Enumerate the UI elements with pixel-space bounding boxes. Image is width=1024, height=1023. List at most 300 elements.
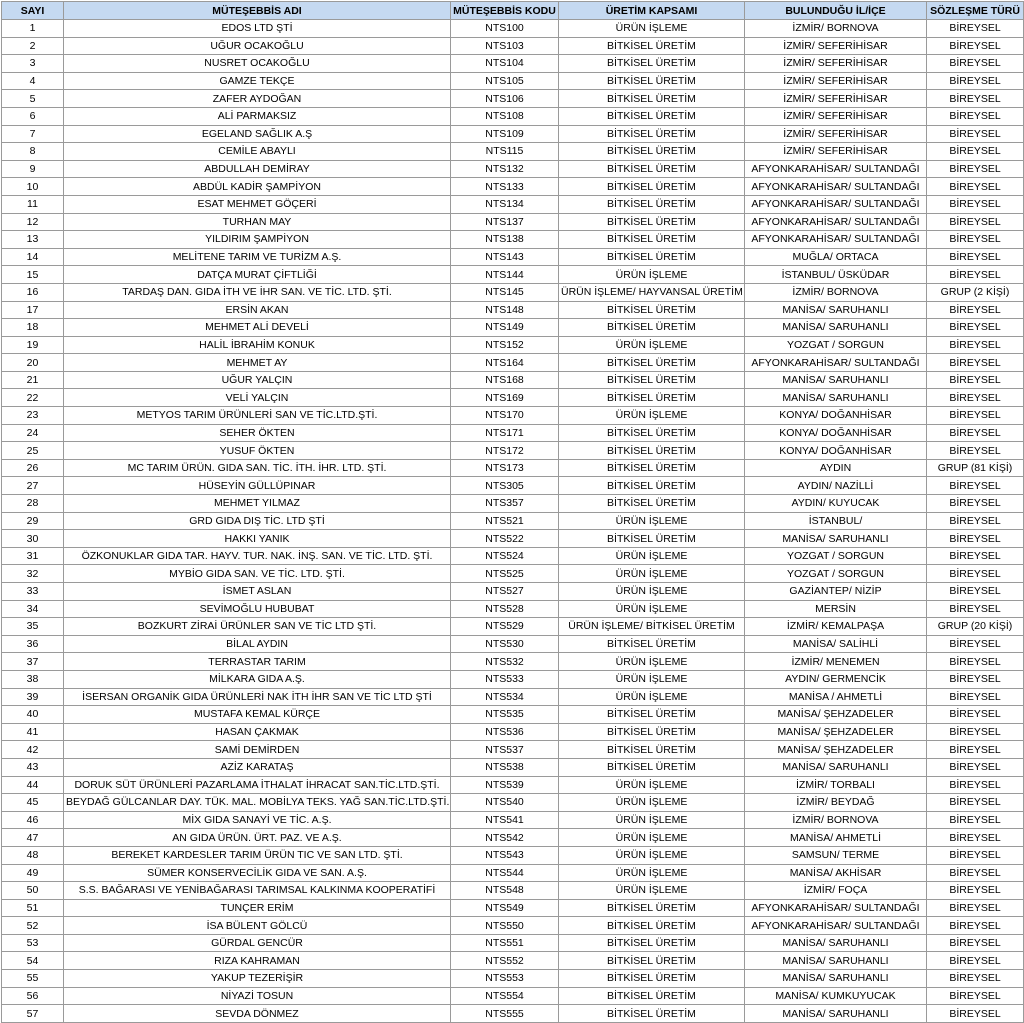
cell-contract: BİREYSEL	[927, 407, 1024, 425]
cell-sayi: 31	[2, 547, 64, 565]
table-row	[2, 635, 1024, 653]
cell-name: YAKUP TEZERİŞİR	[64, 970, 451, 988]
cell-contract: BİREYSEL	[927, 934, 1024, 952]
cell-code: NTS132	[451, 160, 559, 178]
cell-location: MANİSA/ SARUHANLI	[745, 371, 927, 389]
cell-code: NTS170	[451, 407, 559, 425]
cell-scope: BİTKİSEL ÜRETİM	[559, 706, 745, 724]
cell-sayi: 56	[2, 987, 64, 1005]
cell-location: AYDIN/ GERMENCİK	[745, 670, 927, 688]
cell-location: MANİSA/ ŞEHZADELER	[745, 706, 927, 724]
cell-sayi: 53	[2, 934, 64, 952]
table-row	[2, 72, 1024, 90]
cell-sayi: 51	[2, 899, 64, 917]
cell-name: UĞUR OCAKOĞLU	[64, 37, 451, 55]
cell-name: MİX GIDA SANAYİ VE TİC. A.Ş.	[64, 811, 451, 829]
cell-contract: BİREYSEL	[927, 723, 1024, 741]
cell-code: NTS541	[451, 811, 559, 829]
cell-location: KONYA/ DOĞANHİSAR	[745, 424, 927, 442]
table-row	[2, 37, 1024, 55]
table-row	[2, 477, 1024, 495]
cell-sayi: 11	[2, 195, 64, 213]
cell-code: NTS553	[451, 970, 559, 988]
table-row	[2, 354, 1024, 372]
cell-location: KONYA/ DOĞANHİSAR	[745, 442, 927, 460]
table-row	[2, 811, 1024, 829]
header-location: BULUNDUĞU İL/İÇE	[745, 2, 927, 20]
cell-code: NTS530	[451, 635, 559, 653]
cell-scope: ÜRÜN İŞLEME	[559, 583, 745, 601]
table-row	[2, 846, 1024, 864]
cell-location: İZMİR/ BORNOVA	[745, 283, 927, 301]
cell-code: NTS544	[451, 864, 559, 882]
cell-contract: BİREYSEL	[927, 970, 1024, 988]
cell-scope: BİTKİSEL ÜRETİM	[559, 987, 745, 1005]
cell-contract: BİREYSEL	[927, 266, 1024, 284]
cell-name: İSMET ASLAN	[64, 583, 451, 601]
cell-name: MEHMET YILMAZ	[64, 495, 451, 513]
cell-scope: BİTKİSEL ÜRETİM	[559, 160, 745, 178]
cell-name: SEVİMOĞLU HUBUBAT	[64, 600, 451, 618]
cell-location: AFYONKARAHİSAR/ SULTANDAĞI	[745, 354, 927, 372]
cell-sayi: 15	[2, 266, 64, 284]
cell-location: GAZİANTEP/ NİZİP	[745, 583, 927, 601]
cell-sayi: 37	[2, 653, 64, 671]
cell-contract: BİREYSEL	[927, 864, 1024, 882]
table-body	[2, 20, 1024, 1023]
cell-sayi: 47	[2, 829, 64, 847]
cell-scope: BİTKİSEL ÜRETİM	[559, 213, 745, 231]
cell-code: NTS550	[451, 917, 559, 935]
cell-name: ERSİN AKAN	[64, 301, 451, 319]
cell-name: DATÇA MURAT ÇİFTLİĞİ	[64, 266, 451, 284]
cell-sayi: 8	[2, 143, 64, 161]
cell-sayi: 5	[2, 90, 64, 108]
table-row	[2, 952, 1024, 970]
table-row	[2, 442, 1024, 460]
table-row	[2, 970, 1024, 988]
cell-contract: BİREYSEL	[927, 829, 1024, 847]
cell-contract: BİREYSEL	[927, 952, 1024, 970]
cell-contract: BİREYSEL	[927, 583, 1024, 601]
cell-contract: BİREYSEL	[927, 882, 1024, 900]
cell-name: BOZKURT ZİRAİ ÜRÜNLER SAN VE TİC LTD ŞTİ.	[64, 618, 451, 636]
cell-location: AFYONKARAHİSAR/ SULTANDAĞI	[745, 195, 927, 213]
cell-name: MUSTAFA KEMAL KÜRÇE	[64, 706, 451, 724]
cell-name: ESAT MEHMET GÖÇERİ	[64, 195, 451, 213]
cell-scope: ÜRÜN İŞLEME	[559, 407, 745, 425]
cell-code: NTS305	[451, 477, 559, 495]
table-row	[2, 336, 1024, 354]
cell-sayi: 48	[2, 846, 64, 864]
cell-scope: BİTKİSEL ÜRETİM	[559, 37, 745, 55]
cell-scope: BİTKİSEL ÜRETİM	[559, 389, 745, 407]
cell-scope: ÜRÜN İŞLEME	[559, 776, 745, 794]
cell-location: AFYONKARAHİSAR/ SULTANDAĞI	[745, 231, 927, 249]
cell-code: NTS525	[451, 565, 559, 583]
cell-name: ABDÜL KADİR ŞAMPİYON	[64, 178, 451, 196]
table-row	[2, 319, 1024, 337]
cell-sayi: 35	[2, 618, 64, 636]
table-row	[2, 125, 1024, 143]
cell-sayi: 38	[2, 670, 64, 688]
table-row	[2, 670, 1024, 688]
cell-name: VELİ YALÇIN	[64, 389, 451, 407]
cell-contract: BİREYSEL	[927, 20, 1024, 38]
table-row	[2, 741, 1024, 759]
cell-scope: ÜRÜN İŞLEME	[559, 512, 745, 530]
table-row	[2, 195, 1024, 213]
table-row	[2, 178, 1024, 196]
cell-scope: BİTKİSEL ÜRETİM	[559, 459, 745, 477]
cell-sayi: 19	[2, 336, 64, 354]
cell-code: NTS551	[451, 934, 559, 952]
cell-contract: BİREYSEL	[927, 195, 1024, 213]
cell-sayi: 17	[2, 301, 64, 319]
cell-contract: BİREYSEL	[927, 354, 1024, 372]
cell-code: NTS144	[451, 266, 559, 284]
cell-code: NTS542	[451, 829, 559, 847]
cell-code: NTS109	[451, 125, 559, 143]
cell-code: NTS143	[451, 248, 559, 266]
cell-contract: BİREYSEL	[927, 389, 1024, 407]
cell-code: NTS527	[451, 583, 559, 601]
cell-sayi: 6	[2, 107, 64, 125]
table-row	[2, 143, 1024, 161]
table-row	[2, 160, 1024, 178]
cell-code: NTS538	[451, 758, 559, 776]
cell-contract: BİREYSEL	[927, 371, 1024, 389]
cell-name: YUSUF ÖKTEN	[64, 442, 451, 460]
cell-sayi: 30	[2, 530, 64, 548]
cell-scope: BİTKİSEL ÜRETİM	[559, 741, 745, 759]
cell-code: NTS537	[451, 741, 559, 759]
table-row	[2, 794, 1024, 812]
cell-code: NTS521	[451, 512, 559, 530]
cell-contract: BİREYSEL	[927, 987, 1024, 1005]
cell-name: DORUK SÜT ÜRÜNLERİ PAZARLAMA İTHALAT İHRACAT SAN.TİC.LTD.ŞTİ.	[64, 776, 451, 794]
cell-name: UĞUR YALÇIN	[64, 371, 451, 389]
cell-scope: BİTKİSEL ÜRETİM	[559, 72, 745, 90]
cell-scope: BİTKİSEL ÜRETİM	[559, 107, 745, 125]
cell-scope: BİTKİSEL ÜRETİM	[559, 952, 745, 970]
cell-location: İZMİR/ KEMALPAŞA	[745, 618, 927, 636]
cell-scope: ÜRÜN İŞLEME	[559, 266, 745, 284]
cell-name: HÜSEYİN GÜLLÜPINAR	[64, 477, 451, 495]
cell-code: NTS522	[451, 530, 559, 548]
cell-scope: BİTKİSEL ÜRETİM	[559, 442, 745, 460]
cell-contract: BİREYSEL	[927, 530, 1024, 548]
cell-scope: ÜRÜN İŞLEME	[559, 336, 745, 354]
cell-contract: BİREYSEL	[927, 706, 1024, 724]
cell-location: YOZGAT / SORGUN	[745, 547, 927, 565]
table-row	[2, 90, 1024, 108]
cell-sayi: 3	[2, 55, 64, 73]
cell-contract: BİREYSEL	[927, 248, 1024, 266]
cell-code: NTS115	[451, 143, 559, 161]
cell-sayi: 29	[2, 512, 64, 530]
cell-code: NTS540	[451, 794, 559, 812]
cell-name: NUSRET OCAKOĞLU	[64, 55, 451, 73]
cell-location: AFYONKARAHİSAR/ SULTANDAĞI	[745, 178, 927, 196]
cell-contract: BİREYSEL	[927, 776, 1024, 794]
cell-name: SEHER ÖKTEN	[64, 424, 451, 442]
cell-sayi: 28	[2, 495, 64, 513]
cell-name: GAMZE TEKÇE	[64, 72, 451, 90]
cell-scope: BİTKİSEL ÜRETİM	[559, 635, 745, 653]
cell-code: NTS106	[451, 90, 559, 108]
cell-scope: ÜRÜN İŞLEME	[559, 670, 745, 688]
cell-contract: GRUP (20 KİŞİ)	[927, 618, 1024, 636]
cell-location: MANİSA/ SARUHANLI	[745, 1005, 927, 1023]
cell-contract: BİREYSEL	[927, 670, 1024, 688]
cell-location: İZMİR/ SEFERİHİSAR	[745, 107, 927, 125]
cell-code: NTS535	[451, 706, 559, 724]
header-code: MÜTEŞEBBİS KODU	[451, 2, 559, 20]
table-row	[2, 107, 1024, 125]
cell-name: İSA BÜLENT GÖLCÜ	[64, 917, 451, 935]
cell-contract: BİREYSEL	[927, 547, 1024, 565]
cell-name: BEREKET KARDESLER TARIM ÜRÜN TIC VE SAN LTD. ŞTİ.	[64, 846, 451, 864]
cell-scope: BİTKİSEL ÜRETİM	[559, 495, 745, 513]
cell-sayi: 33	[2, 583, 64, 601]
table-row	[2, 723, 1024, 741]
cell-code: NTS145	[451, 283, 559, 301]
cell-name: GRD GIDA DIŞ TİC. LTD ŞTİ	[64, 512, 451, 530]
cell-sayi: 57	[2, 1005, 64, 1023]
cell-scope: ÜRÜN İŞLEME	[559, 882, 745, 900]
cell-sayi: 22	[2, 389, 64, 407]
cell-scope: BİTKİSEL ÜRETİM	[559, 477, 745, 495]
table-row	[2, 512, 1024, 530]
table-row	[2, 600, 1024, 618]
cell-location: AFYONKARAHİSAR/ SULTANDAĞI	[745, 213, 927, 231]
table-header	[2, 2, 1024, 20]
cell-name: TURHAN MAY	[64, 213, 451, 231]
table-row	[2, 495, 1024, 513]
cell-location: MANİSA/ SARUHANLI	[745, 758, 927, 776]
cell-location: YOZGAT / SORGUN	[745, 336, 927, 354]
cell-code: NTS168	[451, 371, 559, 389]
cell-code: NTS172	[451, 442, 559, 460]
cell-contract: BİREYSEL	[927, 794, 1024, 812]
table-row	[2, 917, 1024, 935]
cell-location: AFYONKARAHİSAR/ SULTANDAĞI	[745, 160, 927, 178]
cell-code: NTS555	[451, 1005, 559, 1023]
cell-code: NTS536	[451, 723, 559, 741]
cell-scope: BİTKİSEL ÜRETİM	[559, 125, 745, 143]
cell-code: NTS164	[451, 354, 559, 372]
cell-name: MİLKARA GIDA A.Ş.	[64, 670, 451, 688]
cell-contract: BİREYSEL	[927, 565, 1024, 583]
cell-sayi: 34	[2, 600, 64, 618]
table-row	[2, 283, 1024, 301]
cell-sayi: 16	[2, 283, 64, 301]
cell-name: MEHMET ALİ DEVELİ	[64, 319, 451, 337]
cell-name: METYOS TARIM ÜRÜNLERİ SAN VE TİC.LTD.ŞTİ.	[64, 407, 451, 425]
cell-code: NTS539	[451, 776, 559, 794]
cell-sayi: 40	[2, 706, 64, 724]
cell-location: İZMİR/ FOÇA	[745, 882, 927, 900]
cell-location: MANİSA/ SARUHANLI	[745, 970, 927, 988]
cell-sayi: 14	[2, 248, 64, 266]
cell-contract: BİREYSEL	[927, 811, 1024, 829]
table-row	[2, 829, 1024, 847]
cell-location: AYDIN/ NAZİLLİ	[745, 477, 927, 495]
cell-code: NTS549	[451, 899, 559, 917]
cell-scope: BİTKİSEL ÜRETİM	[559, 231, 745, 249]
cell-name: HASAN ÇAKMAK	[64, 723, 451, 741]
cell-contract: BİREYSEL	[927, 55, 1024, 73]
cell-contract: BİREYSEL	[927, 442, 1024, 460]
cell-location: MANİSA / AHMETLİ	[745, 688, 927, 706]
table-row	[2, 1005, 1024, 1023]
cell-location: MANİSA/ ŞEHZADELER	[745, 741, 927, 759]
cell-location: MANİSA/ AHMETLİ	[745, 829, 927, 847]
cell-sayi: 50	[2, 882, 64, 900]
cell-code: NTS108	[451, 107, 559, 125]
cell-location: İZMİR/ SEFERİHİSAR	[745, 143, 927, 161]
table-row	[2, 55, 1024, 73]
cell-scope: BİTKİSEL ÜRETİM	[559, 319, 745, 337]
table-row	[2, 371, 1024, 389]
cell-sayi: 23	[2, 407, 64, 425]
cell-sayi: 9	[2, 160, 64, 178]
cell-location: AFYONKARAHİSAR/ SULTANDAĞI	[745, 899, 927, 917]
cell-scope: BİTKİSEL ÜRETİM	[559, 758, 745, 776]
cell-sayi: 44	[2, 776, 64, 794]
cell-location: MANİSA/ ŞEHZADELER	[745, 723, 927, 741]
cell-location: İZMİR/ TORBALI	[745, 776, 927, 794]
cell-name: SÜMER KONSERVECİLİK GIDA VE SAN. A.Ş.	[64, 864, 451, 882]
cell-location: İSTANBUL/	[745, 512, 927, 530]
cell-location: SAMSUN/ TERME	[745, 846, 927, 864]
cell-contract: BİREYSEL	[927, 899, 1024, 917]
table-row	[2, 934, 1024, 952]
cell-sayi: 32	[2, 565, 64, 583]
cell-contract: BİREYSEL	[927, 741, 1024, 759]
cell-sayi: 43	[2, 758, 64, 776]
cell-scope: BİTKİSEL ÜRETİM	[559, 195, 745, 213]
cell-contract: BİREYSEL	[927, 319, 1024, 337]
cell-name: EGELAND SAĞLIK A.Ş	[64, 125, 451, 143]
cell-sayi: 42	[2, 741, 64, 759]
cell-scope: BİTKİSEL ÜRETİM	[559, 143, 745, 161]
cell-contract: BİREYSEL	[927, 178, 1024, 196]
cell-location: MANİSA/ SARUHANLI	[745, 934, 927, 952]
cell-location: İZMİR/ BEYDAĞ	[745, 794, 927, 812]
cell-scope: ÜRÜN İŞLEME	[559, 688, 745, 706]
cell-code: NTS152	[451, 336, 559, 354]
cell-contract: BİREYSEL	[927, 37, 1024, 55]
cell-code: NTS552	[451, 952, 559, 970]
cell-contract: BİREYSEL	[927, 917, 1024, 935]
cell-code: NTS134	[451, 195, 559, 213]
cell-contract: BİREYSEL	[927, 213, 1024, 231]
cell-sayi: 46	[2, 811, 64, 829]
cell-sayi: 36	[2, 635, 64, 653]
header-scope: ÜRETİM KAPSAMI	[559, 2, 745, 20]
cell-code: NTS529	[451, 618, 559, 636]
cell-contract: BİREYSEL	[927, 653, 1024, 671]
cell-sayi: 54	[2, 952, 64, 970]
cell-scope: ÜRÜN İŞLEME/ BİTKİSEL ÜRETİM	[559, 618, 745, 636]
cell-sayi: 21	[2, 371, 64, 389]
cell-name: SAMİ DEMİRDEN	[64, 741, 451, 759]
cell-scope: ÜRÜN İŞLEME/ HAYVANSAL ÜRETİM	[559, 283, 745, 301]
cell-sayi: 49	[2, 864, 64, 882]
cell-name: MELİTENE TARIM VE TURİZM A.Ş.	[64, 248, 451, 266]
cell-sayi: 20	[2, 354, 64, 372]
cell-scope: ÜRÜN İŞLEME	[559, 653, 745, 671]
table-row	[2, 530, 1024, 548]
cell-code: NTS533	[451, 670, 559, 688]
cell-contract: BİREYSEL	[927, 495, 1024, 513]
cell-name: AN GIDA ÜRÜN. ÜRT. PAZ. VE A.Ş.	[64, 829, 451, 847]
cell-scope: BİTKİSEL ÜRETİM	[559, 301, 745, 319]
cell-location: İZMİR/ BORNOVA	[745, 20, 927, 38]
cell-scope: BİTKİSEL ÜRETİM	[559, 1005, 745, 1023]
cell-location: İZMİR/ SEFERİHİSAR	[745, 72, 927, 90]
cell-code: NTS524	[451, 547, 559, 565]
cell-name: İSERSAN ORGANİK GIDA ÜRÜNLERİ NAK İTH İHR SAN VE TİC LTD ŞTİ	[64, 688, 451, 706]
cell-contract: BİREYSEL	[927, 635, 1024, 653]
cell-contract: GRUP (2 KİŞİ)	[927, 283, 1024, 301]
cell-contract: BİREYSEL	[927, 512, 1024, 530]
cell-name: EDOS LTD ŞTİ	[64, 20, 451, 38]
cell-contract: BİREYSEL	[927, 336, 1024, 354]
cell-name: HAKKI YANIK	[64, 530, 451, 548]
cell-code: NTS100	[451, 20, 559, 38]
cell-name: MC TARIM ÜRÜN. GIDA SAN. TİC. İTH. İHR. LTD. ŞTİ.	[64, 459, 451, 477]
cell-sayi: 52	[2, 917, 64, 935]
cell-sayi: 25	[2, 442, 64, 460]
cell-sayi: 7	[2, 125, 64, 143]
cell-contract: BİREYSEL	[927, 1005, 1024, 1023]
cell-scope: BİTKİSEL ÜRETİM	[559, 723, 745, 741]
table-row	[2, 547, 1024, 565]
cell-scope: BİTKİSEL ÜRETİM	[559, 371, 745, 389]
cell-name: MYBİO GIDA SAN. VE TİC. LTD. ŞTİ.	[64, 565, 451, 583]
cell-scope: BİTKİSEL ÜRETİM	[559, 248, 745, 266]
cell-location: MANİSA/ KUMKUYUCAK	[745, 987, 927, 1005]
cell-name: ABDULLAH DEMİRAY	[64, 160, 451, 178]
cell-scope: BİTKİSEL ÜRETİM	[559, 424, 745, 442]
cell-contract: BİREYSEL	[927, 301, 1024, 319]
table-row	[2, 864, 1024, 882]
cell-location: İZMİR/ SEFERİHİSAR	[745, 125, 927, 143]
cell-sayi: 1	[2, 20, 64, 38]
cell-code: NTS148	[451, 301, 559, 319]
cell-name: CEMİLE ABAYLI	[64, 143, 451, 161]
table-row	[2, 583, 1024, 601]
table-row	[2, 706, 1024, 724]
cell-location: MANİSA/ AKHİSAR	[745, 864, 927, 882]
header-sayi: SAYI	[2, 2, 64, 20]
cell-contract: BİREYSEL	[927, 846, 1024, 864]
table-row	[2, 758, 1024, 776]
cell-location: MANİSA/ SALİHLİ	[745, 635, 927, 653]
cell-contract: BİREYSEL	[927, 160, 1024, 178]
cell-scope: ÜRÜN İŞLEME	[559, 846, 745, 864]
cell-code: NTS357	[451, 495, 559, 513]
table-row	[2, 389, 1024, 407]
header-name: MÜTEŞEBBİS ADI	[64, 2, 451, 20]
cell-contract: BİREYSEL	[927, 143, 1024, 161]
cell-sayi: 2	[2, 37, 64, 55]
table-row	[2, 987, 1024, 1005]
table-row	[2, 424, 1024, 442]
